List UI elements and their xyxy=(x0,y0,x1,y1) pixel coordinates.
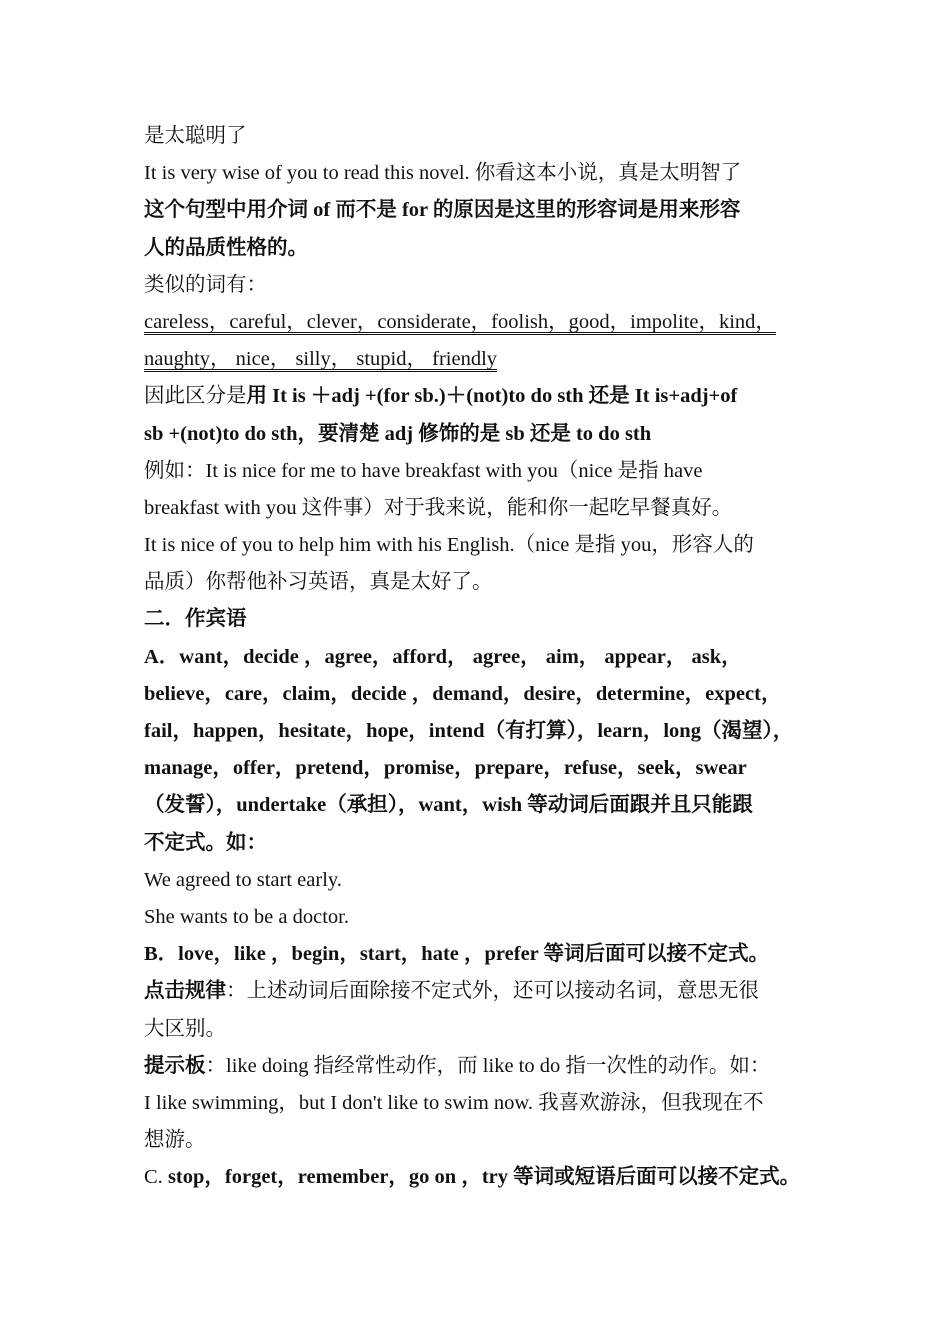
text-line xyxy=(144,304,834,341)
underlined-text: naughty， nice， silly， stupid， friendly xyxy=(144,348,498,371)
text: 品质）你帮他补习英语，真是太好了。 xyxy=(144,571,493,594)
text-line xyxy=(144,267,834,304)
text: She wants to be a doctor. xyxy=(144,905,349,928)
text-line xyxy=(144,118,834,155)
text-line xyxy=(144,1048,834,1085)
bold-text: 点击规律 xyxy=(144,980,226,1003)
text: 大区别。 xyxy=(144,1017,226,1040)
bold-text: sb +(not)to do sth，要清楚 adj 修饰的是 sb 还是 to do sth xyxy=(144,422,652,445)
bold-text: 这个句型中用介词 of 而不是 for 的原因是这里的形容词是用来形容 xyxy=(144,199,741,222)
text: ：like doing 指经常性动作，而 like to do 指一次性的动作。如： xyxy=(205,1054,771,1077)
text-line xyxy=(144,341,834,378)
text-line xyxy=(144,453,834,490)
text: 因此区分是 xyxy=(144,385,247,408)
text: 想游。 xyxy=(144,1129,206,1152)
text: It is very wise of you to read this novel. 你看这本小说，真是太明智了 xyxy=(144,162,742,185)
text-line xyxy=(144,1085,834,1122)
bold-text: 人的品质性格的。 xyxy=(144,236,308,259)
text-line xyxy=(144,862,834,899)
text-line xyxy=(144,676,834,713)
bold-text: A．want，decide ，agree，afford， agree， aim， appear， ask， xyxy=(144,645,742,668)
text-line xyxy=(144,899,834,936)
text: 例如：It is nice for me to have breakfast with you（nice 是指 have xyxy=(144,459,703,482)
text-line xyxy=(144,601,834,638)
bold-text: B．love，like ，begin，start，hate ，prefer 等词后面可以接不定式。 xyxy=(144,943,770,966)
text-line xyxy=(144,936,834,973)
text-line xyxy=(144,1159,834,1196)
bold-text: 用 It is ＋adj +(for sb.)＋(not)to do sth 还是 It is+adj+of xyxy=(246,385,738,408)
text: 类似的词有： xyxy=(144,273,267,296)
text-line xyxy=(144,230,834,267)
bold-text: believe，care，claim，decide ，demand，desire，determine，expect， xyxy=(144,682,782,705)
text-line xyxy=(144,825,834,862)
bold-text: 不定式。如： xyxy=(144,831,267,854)
bold-text: fail，happen，hesitate，hope，intend（有打算），learn，long（渴望）， xyxy=(144,720,794,742)
text: We agreed to start early. xyxy=(144,868,342,891)
text: ：上述动词后面除接不定式外，还可以接动名词，意思无很 xyxy=(226,980,759,1003)
text-line xyxy=(144,378,834,415)
bold-text: 提示板 xyxy=(144,1054,206,1077)
text-line xyxy=(144,1122,834,1159)
text-line xyxy=(144,787,834,824)
text-line xyxy=(144,1011,834,1048)
text-line xyxy=(144,639,834,676)
document-page xyxy=(144,118,834,1196)
text-line xyxy=(144,750,834,787)
text: I like swimming，but I don't like to swim now. 我喜欢游泳，但我现在不 xyxy=(144,1091,764,1114)
text: C. xyxy=(144,1166,168,1189)
bold-text: stop，forget，remember，go on ，try 等词或短语后面可以接不定式。 xyxy=(167,1166,801,1189)
text: breakfast with you 这件事）对于我来说，能和你一起吃早餐真好。 xyxy=(144,496,733,519)
text: It is nice of you to help him with his English.（nice 是指 you，形容人的 xyxy=(144,534,754,557)
text-line xyxy=(144,490,834,527)
text-line xyxy=(144,416,834,453)
text-line xyxy=(144,564,834,601)
text-line xyxy=(144,713,834,750)
text-line xyxy=(144,527,834,564)
text-line xyxy=(144,192,834,229)
text-line xyxy=(144,155,834,192)
bold-text: （发誓），undertake（承担），want，wish 等动词后面跟并且只能跟 xyxy=(144,794,753,817)
underlined-text: careless，careful，clever，considerate，foolish，good，impolite，kind， xyxy=(144,310,776,333)
text-line xyxy=(144,973,834,1010)
text: 是太聪明了 xyxy=(144,125,247,147)
bold-text: 二．作宾语 xyxy=(144,608,247,631)
bold-text: manage，offer，pretend，promise，prepare，refuse，seek，swear xyxy=(144,757,747,780)
